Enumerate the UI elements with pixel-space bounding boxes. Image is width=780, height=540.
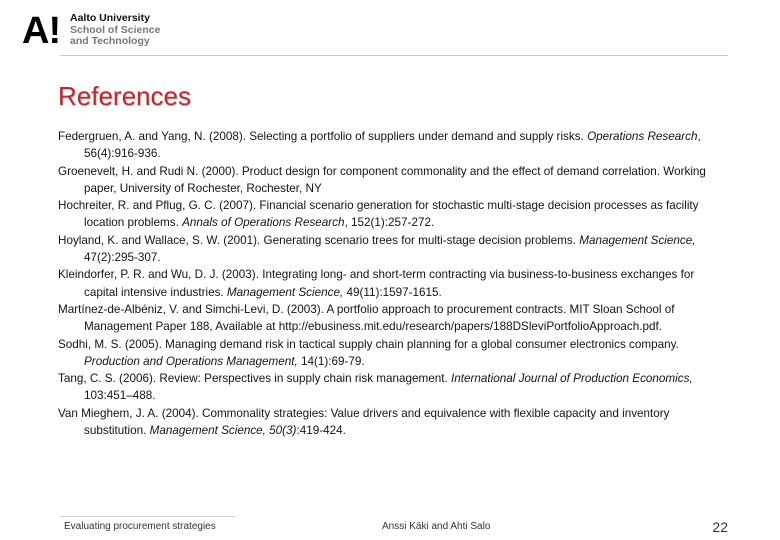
logo-school-line: School of Science (70, 23, 161, 36)
aalto-logo-text (70, 13, 160, 48)
footer-presentation-title: Evaluating procurement strategies (64, 521, 216, 532)
header-divider (60, 55, 728, 56)
reference-item: Kleindorfer, P. R. and Wu, D. J. (2003). Integrating long- and short-term contracting via business-to-business exchanges for capital intensive industries. Management Science, 49(11):1597-1615. (58, 268, 695, 299)
aalto-logo-mark: A! (22, 10, 61, 52)
logo-university-line: Aalto University (70, 12, 150, 24)
reference-list (58, 128, 726, 439)
reference-item: Hochreiter, R. and Pflug, G. C. (2007). Financial scenario generation for stochastic multi-stage decision processes as facility location problems. Annals of Operations Research, 152(1):257-272. (58, 199, 699, 230)
footer-authors: Anssi Käki and Ahti Salo (382, 521, 491, 532)
reference-item: Martínez-de-Albéniz, V. and Simchi-Levi, D. (2003). A portfolio approach to procurement contracts. MIT Sloan School of Management Paper 188, Available at http://ebusiness.mit.edu/research/papers/188DSleviPortfolioApproach.pdf. (58, 302, 675, 334)
reference-item: Groenevelt, H. and Rudi N. (2000). Product design for component commonality and the effect of demand correlation. Working paper, University of Rochester, Rochester, NY (58, 164, 706, 195)
reference-item: Tang, C. S. (2006). Review: Perspectives in supply chain risk management. International Journal of Production Economics, 103:451–488. (58, 372, 693, 403)
logo-technology-line: and Technology (70, 35, 150, 47)
reference-item: Federgruen, A. and Yang, N. (2008). Selecting a portfolio of suppliers under demand and supply risks. Operations Research, 56(4):916-936. (58, 130, 701, 161)
slide-title: References (58, 81, 191, 111)
reference-item: Van Mieghem, J. A. (2004). Commonality strategies: Value drivers and equivalence with flexible capacity and inventory substitution. Management Science, 50(3):419-424. (58, 406, 670, 438)
reference-item: Hoyland, K. and Wallace, S. W. (2001). Generating scenario trees for multi-stage decision problems. Management Science, 47(2):295-307. (58, 233, 696, 265)
reference-item: Sodhi, M. S. (2005). Managing demand risk in tactical supply chain planning for a global consumer electronics company. Production and Operations Management, 14(1):69-79. (58, 337, 679, 368)
page-number: 22 (712, 519, 728, 535)
